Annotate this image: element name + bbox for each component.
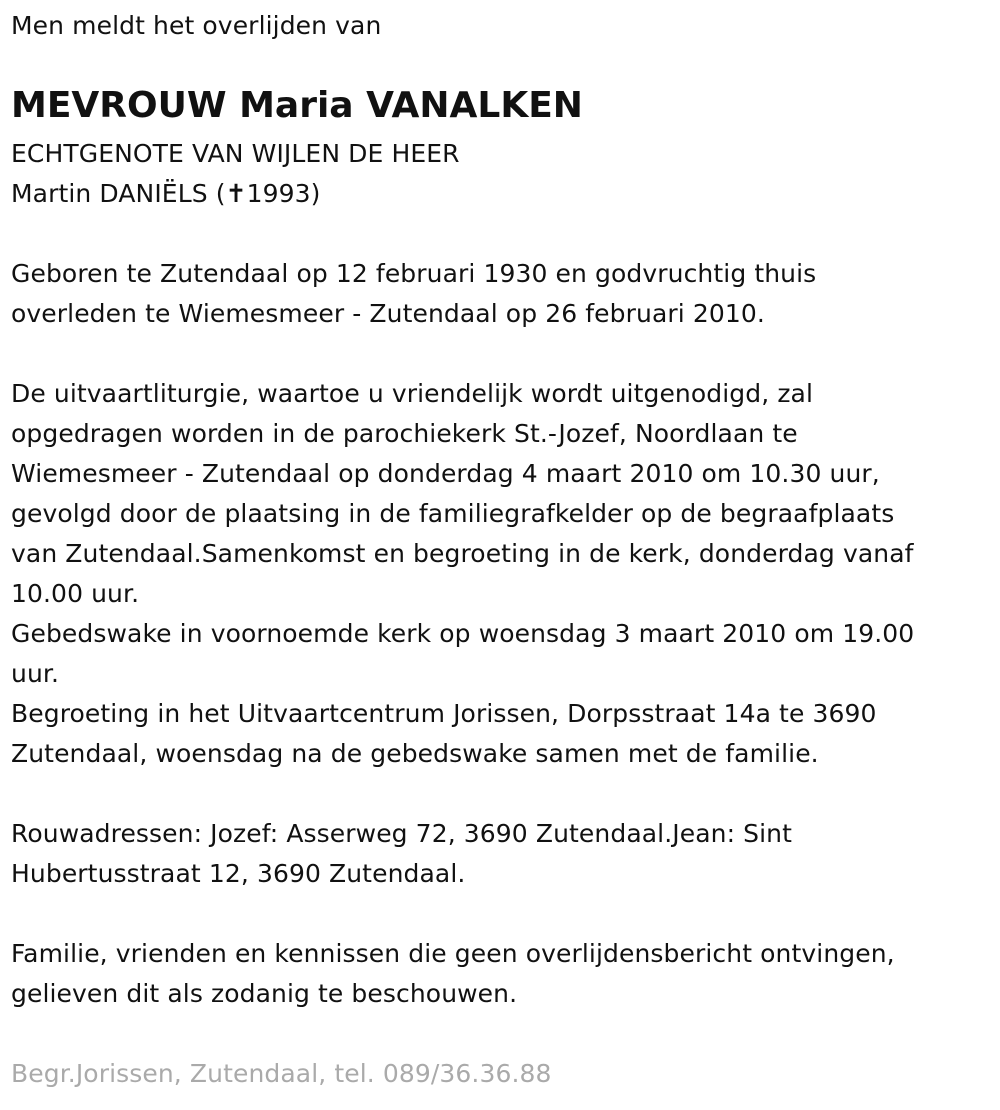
funeral-paragraph xyxy=(11,374,914,774)
paragraph-line: Gebedswake in voornoemde kerk op woensdag 3 maart 2010 om 19.00 xyxy=(11,619,915,648)
deceased-name: MEVROUW Maria VANALKEN xyxy=(11,85,583,126)
paragraph-line: 10.00 uur. xyxy=(11,579,140,608)
funeral-home-footer: Begr.Jorissen, Zutendaal, tel. 089/36.36.88 xyxy=(11,1059,552,1088)
paragraph-line: Begroeting in het Uitvaartcentrum Jorissen, Dorpsstraat 14a te 3690 xyxy=(11,699,877,728)
paragraph-line: van Zutendaal.Samenkomst en begroeting in de kerk, donderdag vanaf xyxy=(11,539,914,568)
family-notice xyxy=(11,934,895,1014)
paragraph-line: Rouwadressen: Jozef: Asserweg 72, 3690 Zutendaal.Jean: Sint xyxy=(11,819,793,848)
paragraph-line: overleden te Wiemesmeer - Zutendaal op 26 februari 2010. xyxy=(11,299,765,328)
paragraph-line: Hubertusstraat 12, 3690 Zutendaal. xyxy=(11,859,466,888)
paragraph-line: gelieven dit als zodanig te beschouwen. xyxy=(11,979,518,1008)
mourning-addresses xyxy=(11,814,792,894)
spouse-line: Martin DANIËLS (✝1993) xyxy=(11,179,321,208)
spouse-block xyxy=(11,134,460,214)
paragraph-line: uur. xyxy=(11,659,60,688)
paragraph-line: Familie, vrienden en kennissen die geen overlijdensbericht ontvingen, xyxy=(11,939,895,968)
paragraph-line: opgedragen worden in de parochiekerk St.-Jozef, Noordlaan te xyxy=(11,419,798,448)
birth-death-paragraph xyxy=(11,254,816,334)
paragraph-line: Zutendaal, woensdag na de gebedswake samen met de familie. xyxy=(11,739,819,768)
paragraph-line: Geboren te Zutendaal op 12 februari 1930 en godvruchtig thuis xyxy=(11,259,817,288)
spouse-line: ECHTGENOTE VAN WIJLEN DE HEER xyxy=(11,139,460,168)
paragraph-line: De uitvaartliturgie, waartoe u vriendelijk wordt uitgenodigd, zal xyxy=(11,379,814,408)
intro-text: Men meldt het overlijden van xyxy=(11,11,382,40)
paragraph-line: Wiemesmeer - Zutendaal op donderdag 4 maart 2010 om 10.30 uur, xyxy=(11,459,880,488)
paragraph-line: gevolgd door de plaatsing in de familiegrafkelder op de begraafplaats xyxy=(11,499,895,528)
